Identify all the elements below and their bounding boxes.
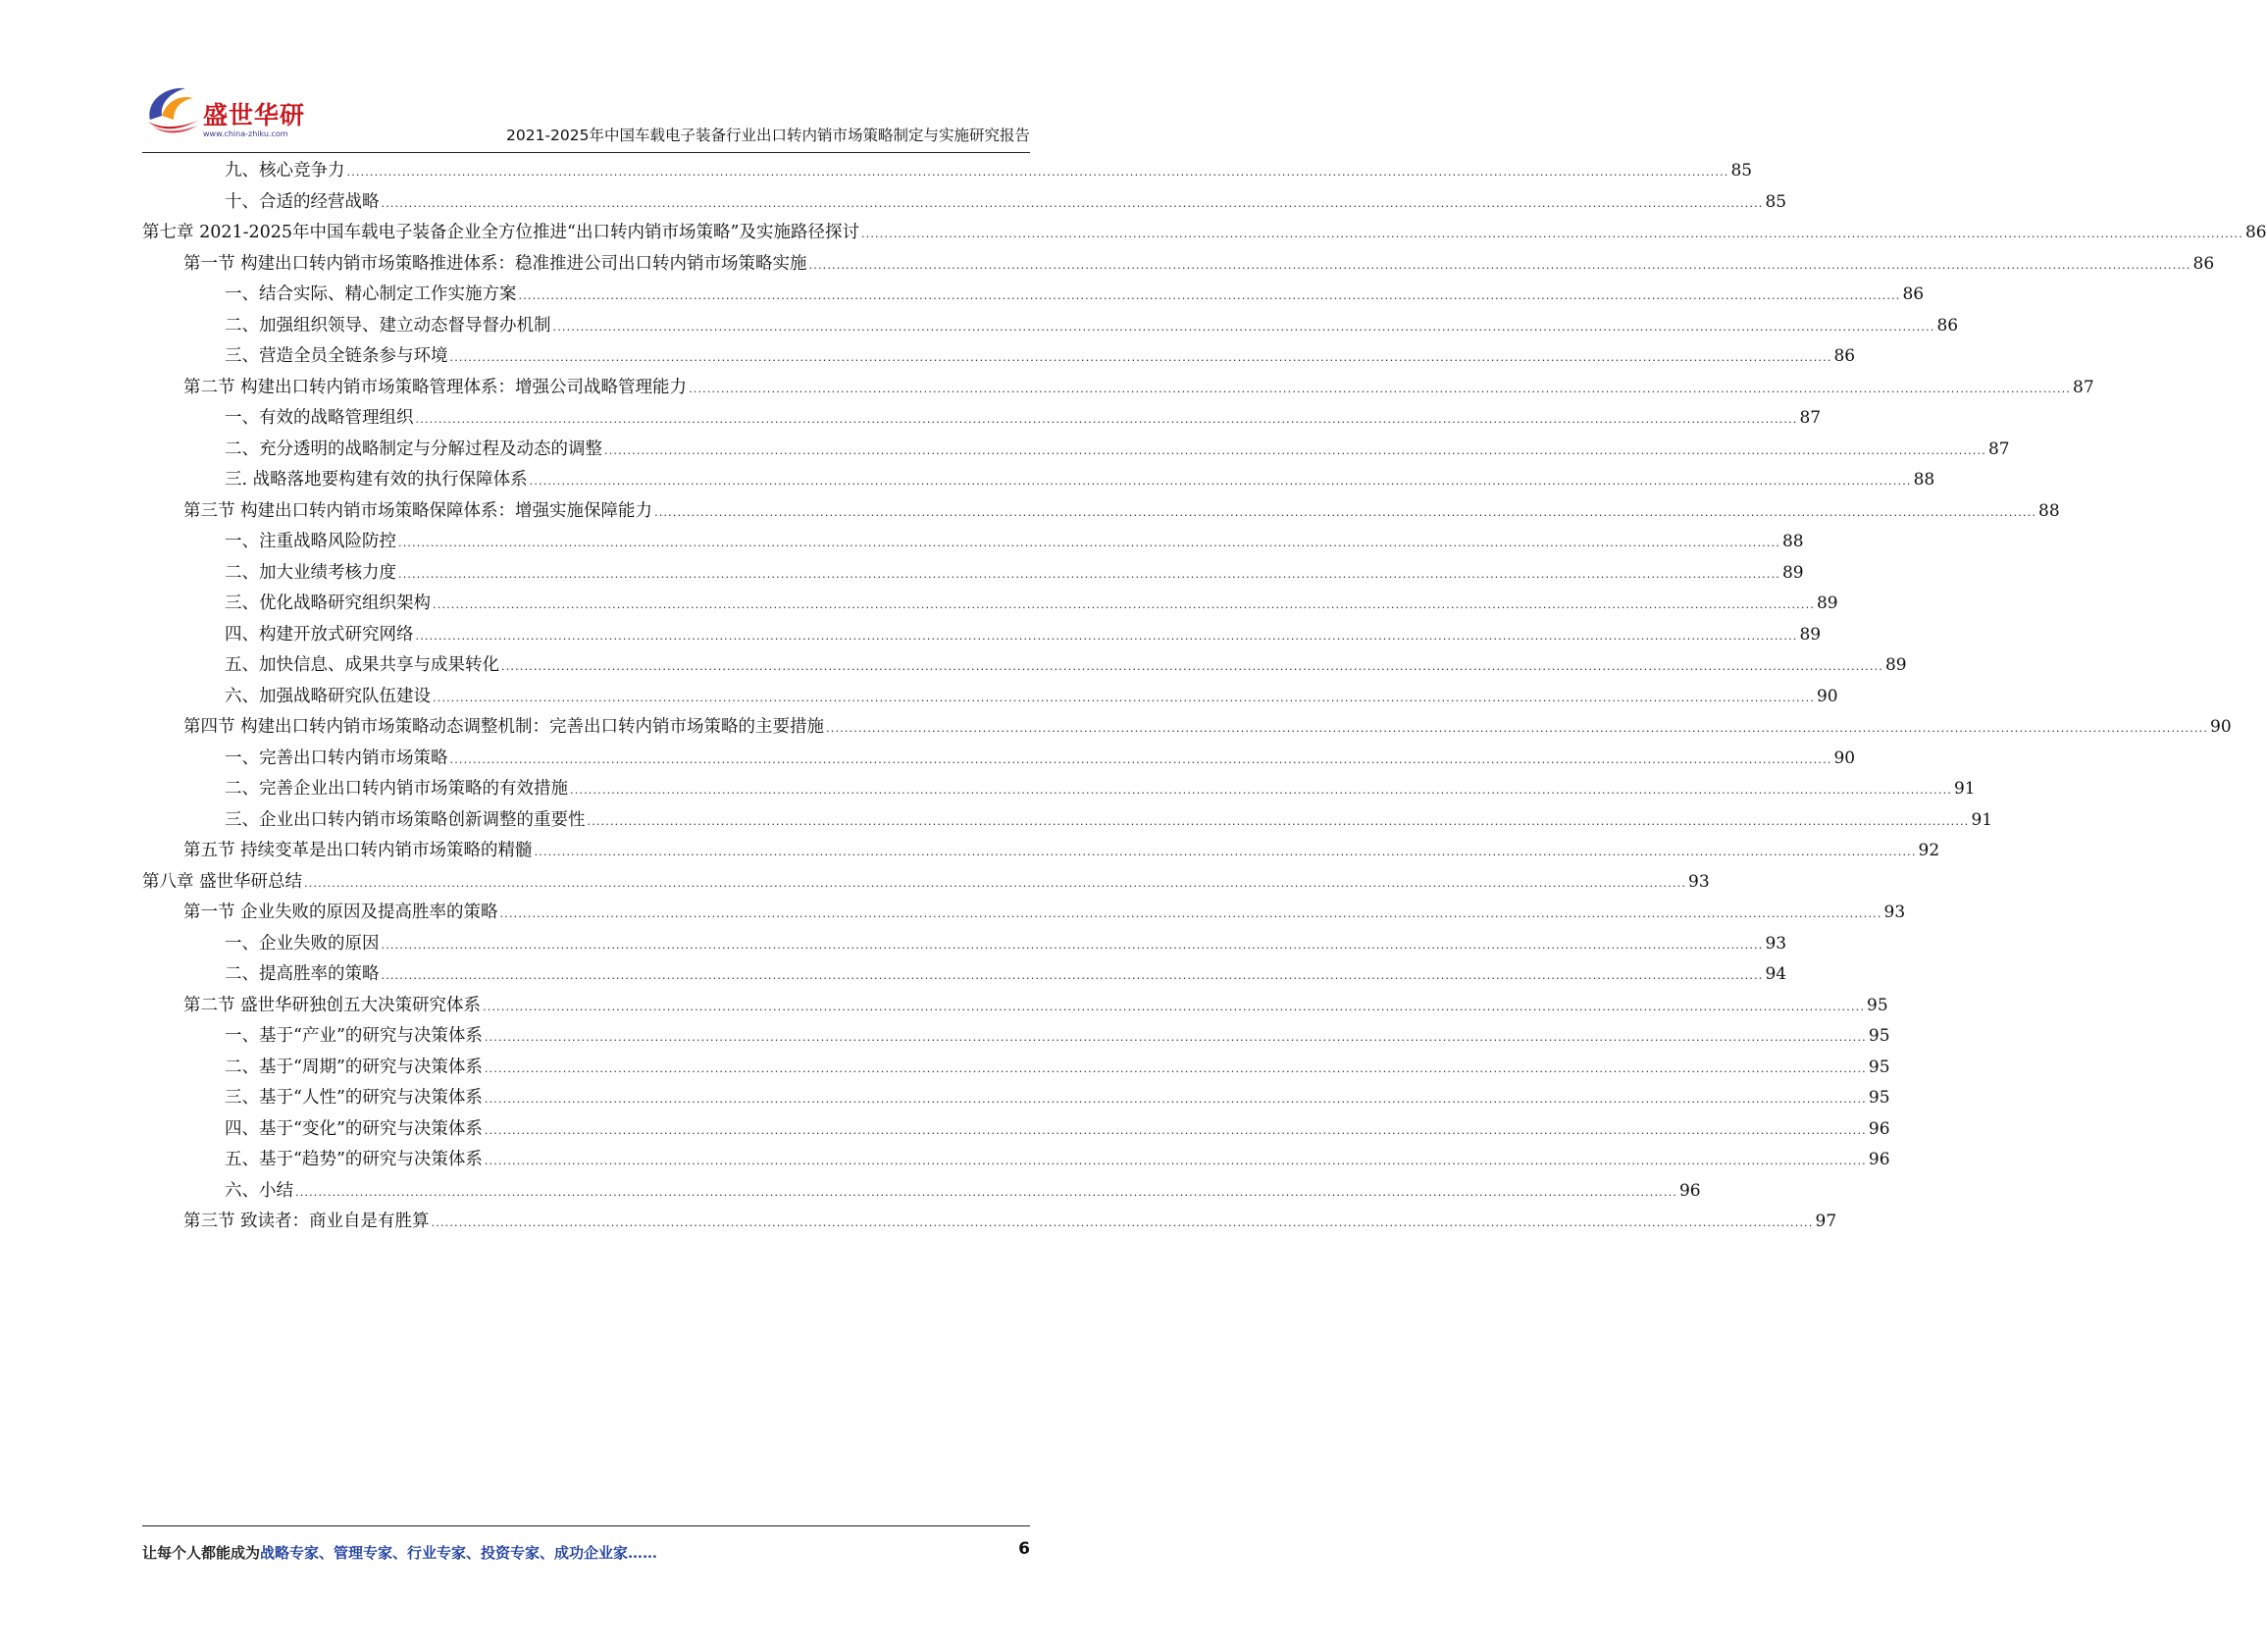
toc-entry-title: 五、加快信息、成果共享与成果转化	[225, 655, 499, 675]
toc-dot-leader: ............................................................................................................................................................................................................................................................................................................	[304, 876, 1687, 890]
toc-entry[interactable]	[142, 867, 1710, 899]
toc-entry-page: 88	[2038, 500, 2060, 521]
toc-entry-title: 十、合适的经营战略	[225, 191, 380, 212]
toc-entry-title: 二、加强组织领导、建立动态督导督办机制	[225, 315, 551, 336]
toc-entry[interactable]	[142, 712, 2232, 744]
toc-dot-leader: ............................................................................................................................................................................................................................................................................................................	[415, 413, 1798, 426]
toc-dot-leader: ............................................................................................................................................................................................................................................................................................................	[689, 382, 2072, 395]
page-header	[142, 78, 1030, 152]
toc-entry[interactable]	[142, 435, 2010, 466]
toc-dot-leader: ............................................................................................................................................................................................................................................................................................................	[449, 752, 1832, 766]
toc-entry[interactable]	[142, 218, 2267, 249]
toc-entry[interactable]	[142, 341, 1856, 373]
toc-dot-leader: ............................................................................................................................................................................................................................................................................................................	[529, 475, 1912, 488]
toc-entry-title: 一、基于“产业”的研究与决策体系	[225, 1026, 483, 1046]
toc-entry[interactable]	[142, 403, 1822, 435]
toc-entry-page: 89	[1884, 655, 1907, 675]
toc-entry[interactable]	[142, 373, 2094, 404]
toc-entry-page: 90	[1816, 686, 1838, 706]
toc-dot-leader: ............................................................................................................................................................................................................................................................................................................	[484, 1093, 1867, 1106]
toc-entry[interactable]	[142, 280, 1925, 311]
toc-entry-title: 第四节 构建出口转内销市场策略动态调整机制：完善出口转内销市场策略的主要措施	[183, 717, 825, 737]
toc-dot-leader: ............................................................................................................................................................................................................................................................................................................	[654, 505, 2037, 519]
toc-entry-page: 95	[1868, 1057, 1890, 1077]
toc-entry-page: 87	[1987, 439, 2010, 459]
toc-entry-page: 87	[1799, 408, 1822, 428]
toc-entry-title: 第三节 构建出口转内销市场策略保障体系：增强实施保障能力	[183, 500, 653, 521]
toc-entry[interactable]	[142, 1145, 1890, 1176]
toc-entry-page: 96	[1868, 1150, 1890, 1169]
toc-dot-leader: ............................................................................................................................................................................................................................................................................................................	[499, 907, 1882, 920]
toc-entry-page: 88	[1913, 470, 1935, 490]
toc-entry-title: 三、优化战略研究组织架构	[225, 594, 431, 613]
toc-entry-page: 85	[1730, 161, 1753, 181]
toc-entry-title: 一、企业失败的原因	[225, 933, 380, 954]
toc-dot-leader: ............................................................................................................................................................................................................................................................................................................	[552, 320, 1935, 334]
toc-dot-leader: ............................................................................................................................................................................................................................................................................................................	[449, 351, 1832, 364]
toc-entry-title: 三、基于“人性”的研究与决策体系	[225, 1088, 483, 1108]
footer-divider	[142, 1525, 1030, 1526]
toc-entry-title: 四、构建开放式研究网络	[225, 624, 414, 645]
toc-entry-title: 一、有效的战略管理组织	[225, 408, 414, 428]
slogan-highlight: 战略专家、管理专家、行业专家、投资专家、成功企业家……	[260, 1544, 658, 1562]
toc-entry[interactable]	[142, 682, 1838, 713]
toc-entry-page: 96	[1678, 1180, 1701, 1201]
toc-entry-title: 三. 战略落地要构建有效的执行保障体系	[225, 470, 528, 490]
toc-dot-leader: ............................................................................................................................................................................................................................................................................................................	[587, 814, 1970, 828]
toc-entry[interactable]	[142, 959, 1787, 991]
toc-entry[interactable]	[142, 249, 2215, 281]
toc-entry-title: 二、完善企业出口转内销市场策略的有效措施	[225, 779, 568, 799]
toc-entry-page: 93	[1765, 933, 1787, 954]
report-title: 2021-2025年中国车载电子装备行业出口转内销市场策略制定与实施研究报告	[506, 127, 1030, 144]
toc-entry-title: 一、结合实际、精心制定工作实施方案	[225, 284, 517, 304]
brand-name: 盛世华研	[203, 101, 306, 129]
toc-dot-leader: ............................................................................................................................................................................................................................................................................................................	[484, 1123, 1867, 1137]
toc-entry-page: 88	[1781, 532, 1804, 551]
toc-entry[interactable]	[142, 311, 1959, 342]
toc-entry-title: 二、提高胜率的策略	[225, 964, 380, 984]
toc-dot-leader: ............................................................................................................................................................................................................................................................................................................	[295, 1185, 1677, 1199]
toc-entry[interactable]	[142, 805, 1993, 837]
toc-entry-page: 95	[1868, 1088, 1890, 1108]
toc-entry-page: 93	[1688, 871, 1710, 892]
toc-entry-page: 89	[1816, 594, 1838, 613]
toc-entry[interactable]	[142, 465, 1935, 496]
toc-entry-page: 90	[1833, 748, 1856, 768]
toc-entry-page: 95	[1867, 995, 1888, 1015]
toc-entry-page: 95	[1868, 1026, 1890, 1046]
toc-dot-leader: ............................................................................................................................................................................................................................................................................................................	[346, 166, 1729, 179]
toc-dot-leader: ............................................................................................................................................................................................................................................................................................................	[534, 846, 1917, 858]
logo-swoosh-icon	[142, 80, 203, 139]
slogan-prefix: 让每个人都能成为	[142, 1544, 261, 1562]
toc-dot-leader: ............................................................................................................................................................................................................................................................................................................	[518, 289, 1901, 302]
toc-entry-page: 91	[1953, 779, 1976, 799]
toc-entry-page: 86	[2244, 223, 2267, 242]
toc-entry-title: 六、加强战略研究队伍建设	[225, 686, 431, 706]
toc-entry-title: 一、注重战略风险防控	[225, 532, 396, 551]
toc-entry-title: 第二节 盛世华研独创五大决策研究体系	[183, 995, 482, 1015]
toc-dot-leader: ............................................................................................................................................................................................................................................................................................................	[826, 722, 2209, 735]
toc-entry[interactable]	[142, 1083, 1890, 1114]
toc-entry-title: 四、基于“变化”的研究与决策体系	[225, 1118, 483, 1139]
toc-entry-title: 第七章 2021-2025年中国车载电子装备企业全方位推进“出口转内销市场策略”及实施路径探讨	[142, 223, 859, 242]
toc-dot-leader: ............................................................................................................................................................................................................................................................................................................	[381, 938, 1764, 952]
toc-entry-page: 86	[2192, 253, 2215, 274]
toc-entry-page: 89	[1799, 624, 1822, 645]
toc-entry[interactable]	[142, 744, 1856, 775]
footer-slogan	[142, 1542, 657, 1563]
toc-entry-title: 第二节 构建出口转内销市场策略管理体系：增强公司战略管理能力	[183, 377, 688, 397]
toc-dot-leader: ............................................................................................................................................................................................................................................................................................................	[381, 196, 1764, 210]
toc-dot-leader: ............................................................................................................................................................................................................................................................................................................	[860, 228, 2243, 240]
toc-dot-leader: ............................................................................................................................................................................................................................................................................................................	[433, 598, 1815, 611]
toc-entry-title: 五、基于“趋势”的研究与决策体系	[225, 1150, 483, 1169]
toc-dot-leader: ............................................................................................................................................................................................................................................................................................................	[398, 537, 1780, 549]
toc-dot-leader: ............................................................................................................................................................................................................................................................................................................	[808, 258, 2191, 272]
toc-dot-leader: ............................................................................................................................................................................................................................................................................................................	[433, 691, 1815, 704]
toc-entry[interactable]	[142, 527, 1804, 558]
toc-dot-leader: ............................................................................................................................................................................................................................................................................................................	[415, 629, 1798, 643]
toc-entry[interactable]	[142, 1207, 1837, 1238]
toc-entry[interactable]	[142, 496, 2060, 528]
toc-entry[interactable]	[142, 589, 1838, 620]
toc-entry-title: 第一节 构建出口转内销市场策略推进体系：稳准推进公司出口转内销市场策略实施	[183, 253, 807, 274]
toc-entry[interactable]	[142, 898, 1906, 929]
toc-entry[interactable]	[142, 1176, 1701, 1208]
page-number: 6	[1018, 1539, 1030, 1559]
brand-url: www.china-zhiku.com	[203, 129, 288, 138]
toc-entry-title: 三、营造全员全链条参与环境	[225, 346, 448, 366]
toc-entry-page: 86	[1833, 346, 1856, 366]
toc-entry-page: 96	[1868, 1118, 1890, 1139]
toc-entry[interactable]	[142, 836, 1940, 867]
toc-entry[interactable]	[142, 156, 1753, 187]
toc-entry-title: 第一节 企业失败的原因及提高胜率的策略	[183, 903, 498, 922]
toc-entry-page: 85	[1765, 191, 1787, 212]
toc-dot-leader: ............................................................................................................................................................................................................................................................................................................	[484, 1031, 1867, 1044]
toc-entry-page: 93	[1883, 903, 1906, 922]
toc-dot-leader: ............................................................................................................................................................................................................................................................................................................	[431, 1216, 1814, 1229]
toc-entry-page: 87	[2073, 377, 2094, 397]
table-of-contents	[142, 156, 2267, 1238]
toc-dot-leader: ............................................................................................................................................................................................................................................................................................................	[484, 1061, 1867, 1075]
toc-entry[interactable]	[142, 620, 1822, 651]
toc-entry-title: 第五节 持续变革是出口转内销市场策略的精髓	[183, 841, 533, 860]
toc-entry-title: 三、企业出口转内销市场策略创新调整的重要性	[225, 809, 586, 830]
toc-entry[interactable]	[142, 991, 1888, 1022]
toc-dot-leader: ............................................................................................................................................................................................................................................................................................................	[604, 443, 1986, 457]
toc-entry[interactable]	[142, 1114, 1890, 1146]
toc-dot-leader: ............................................................................................................................................................................................................................................................................................................	[398, 567, 1780, 581]
toc-entry-page: 91	[1971, 809, 1993, 830]
toc-dot-leader: ............................................................................................................................................................................................................................................................................................................	[501, 660, 1883, 673]
toc-entry-title: 第三节 致读者：商业自是有胜算	[183, 1212, 430, 1231]
toc-entry-page: 94	[1765, 964, 1787, 984]
toc-entry[interactable]	[142, 187, 1787, 219]
toc-entry[interactable]	[142, 774, 1976, 805]
toc-entry-title: 第八章 盛世华研总结	[142, 871, 303, 892]
toc-dot-leader: ............................................................................................................................................................................................................................................................................................................	[381, 969, 1764, 982]
toc-dot-leader: ............................................................................................................................................................................................................................................................................................................	[570, 784, 1952, 797]
toc-entry-title: 二、充分透明的战略制定与分解过程及动态的调整	[225, 439, 602, 459]
toc-dot-leader: ............................................................................................................................................................................................................................................................................................................	[484, 1155, 1867, 1167]
toc-entry-page: 90	[2210, 717, 2232, 737]
toc-entry-title: 一、完善出口转内销市场策略	[225, 748, 448, 768]
toc-entry-title: 二、加大业绩考核力度	[225, 562, 396, 583]
toc-entry[interactable]	[142, 650, 1907, 682]
toc-dot-leader: ............................................................................................................................................................................................................................................................................................................	[483, 1000, 1866, 1013]
toc-entry-page: 97	[1815, 1212, 1837, 1231]
toc-entry[interactable]	[142, 1021, 1890, 1053]
toc-entry-page: 86	[1902, 284, 1925, 304]
toc-entry[interactable]	[142, 1053, 1890, 1084]
toc-entry-page: 86	[1936, 315, 1959, 336]
toc-entry-title: 二、基于“周期”的研究与决策体系	[225, 1057, 483, 1077]
toc-entry-page: 89	[1781, 562, 1804, 583]
toc-entry-page: 92	[1918, 841, 1940, 860]
toc-entry-title: 六、小结	[225, 1180, 293, 1201]
toc-entry[interactable]	[142, 929, 1787, 960]
toc-entry[interactable]	[142, 558, 1804, 590]
toc-entry-title: 九、核心竞争力	[225, 161, 345, 181]
header-divider	[142, 152, 1030, 153]
brand-logo	[142, 78, 309, 143]
